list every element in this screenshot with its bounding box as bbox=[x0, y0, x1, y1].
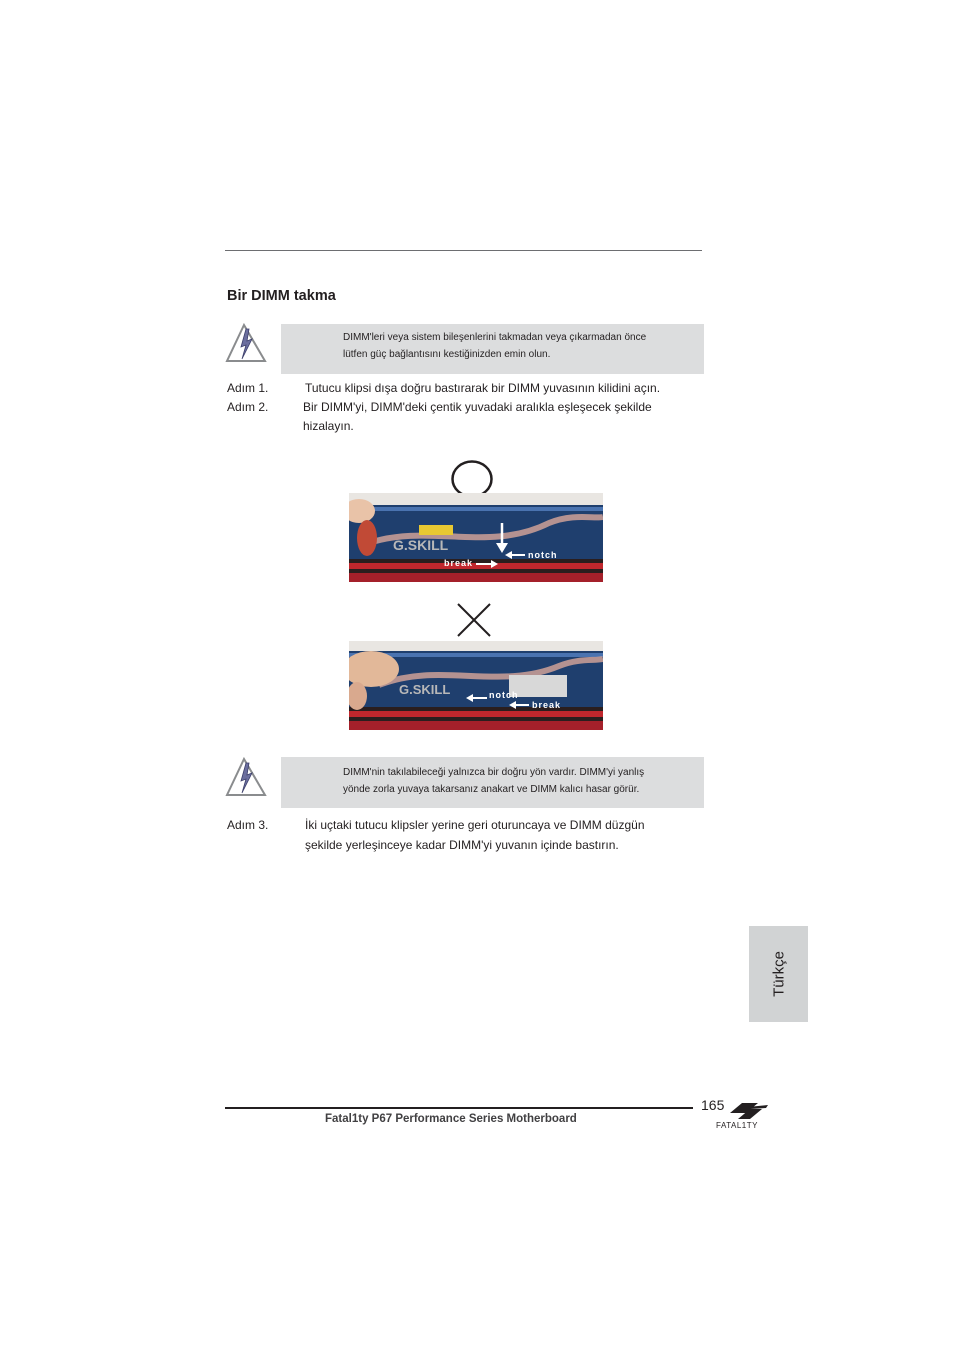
language-tab bbox=[749, 926, 808, 1022]
warning-icon bbox=[224, 757, 268, 804]
break-label: break bbox=[444, 558, 474, 568]
footer-divider bbox=[225, 1107, 693, 1109]
language-label: Türkçe bbox=[770, 951, 787, 997]
wrong-x-icon bbox=[456, 602, 492, 643]
logo-text: FATAL1TY bbox=[716, 1121, 758, 1130]
notch-label: notch bbox=[528, 550, 558, 560]
step-text: Bir DIMM'yi, DIMM'deki çentik yuvadaki aralıkla eşleşecek şekilde bbox=[303, 400, 652, 414]
warning-note bbox=[281, 757, 704, 808]
break-label: break bbox=[532, 700, 562, 710]
step-text: hizalayın. bbox=[303, 419, 354, 433]
caution-note-line: DIMM'leri veya sistem bileşenlerini takmadan veya çıkarmadan önce bbox=[343, 332, 647, 343]
page-number: 165 bbox=[701, 1097, 725, 1113]
dimm-photo-wrong bbox=[349, 641, 603, 730]
step-text: şekilde yerleşinceye kadar DIMM'yi yuvanın içinde bastırın. bbox=[305, 838, 619, 852]
warning-note-line: DIMM'nin takılabileceği yalnızca bir doğru yön vardır. DIMM'yi yanlış bbox=[343, 767, 645, 778]
step-label: Adım 3. bbox=[227, 818, 269, 832]
section-title: Bir DIMM takma bbox=[227, 288, 336, 304]
warning-icon bbox=[224, 323, 268, 370]
notch-label: notch bbox=[489, 690, 519, 700]
dimm-photo-correct bbox=[349, 493, 603, 582]
step-label: Adım 2. bbox=[227, 400, 269, 414]
caution-note bbox=[281, 324, 704, 374]
footer-title: Fatal1ty P67 Performance Series Motherboard bbox=[325, 1113, 577, 1125]
warning-note-line: yönde zorla yuvaya takarsanız anakart ve DIMM kalıcı hasar görür. bbox=[343, 784, 640, 795]
step-text: Tutucu klipsi dışa doğru bastırarak bir DIMM yuvasının kilidini açın. bbox=[305, 381, 661, 395]
caution-note-line: lütfen güç bağlantısını kestiğinizden emin olun. bbox=[343, 349, 551, 360]
step-label: Adım 1. bbox=[227, 381, 269, 395]
step-text: İki uçtaki tutucu klipsler yerine geri oturuncaya ve DIMM düzgün bbox=[305, 818, 645, 832]
fatal1ty-logo bbox=[716, 1099, 780, 1135]
dimm-brand-label: G.SKILL bbox=[393, 537, 449, 553]
header-divider bbox=[225, 250, 702, 251]
dimm-brand-label: G.SKILL bbox=[399, 682, 451, 697]
